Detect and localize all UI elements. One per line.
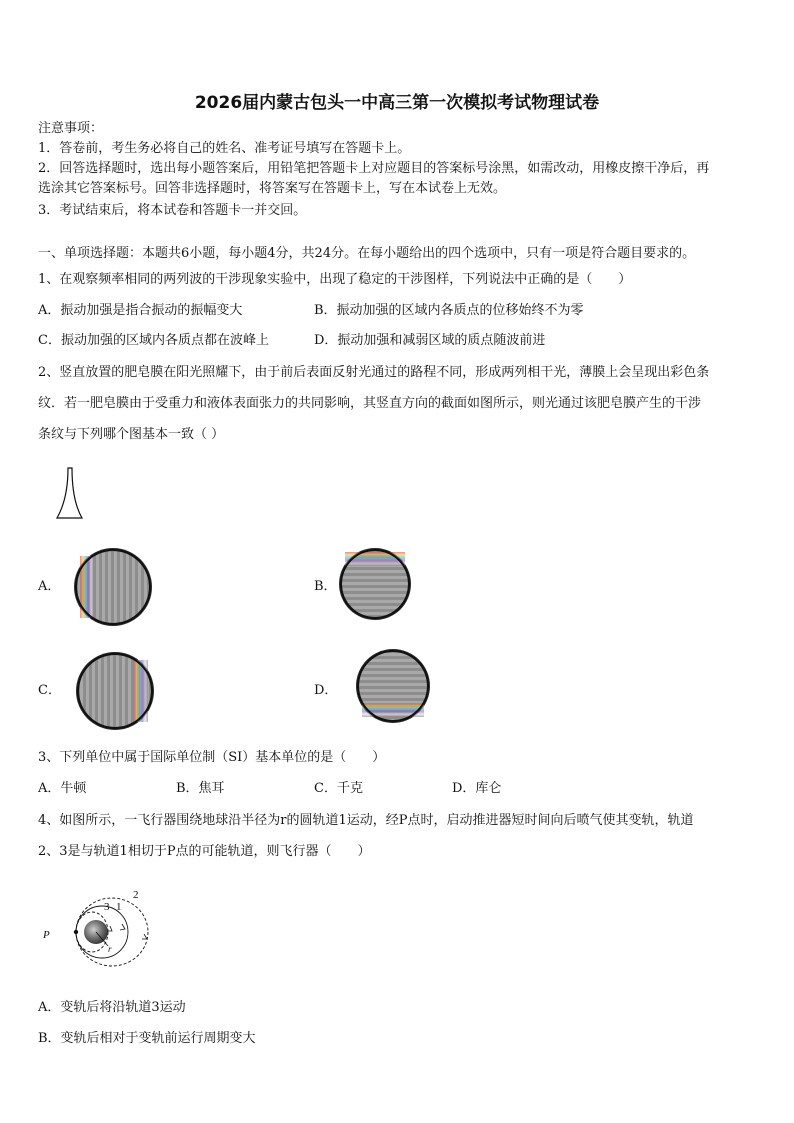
notice-item-2-cont: 选涂其它答案标号。回答非选择题时，将答案写在答题卡上，写在本试卷上无效。	[38, 181, 507, 196]
fringe-image-b	[337, 546, 413, 622]
q2-label-b: B．	[314, 579, 337, 594]
orbit-label-3: 3	[104, 901, 110, 913]
q2-label-a: A．	[38, 579, 61, 594]
q1-option-b: B．振动加强的区域内各质点的位移始终不为零	[314, 303, 584, 318]
q4-line-1: 4、如图所示，一飞行器围绕地球沿半径为r的圆轨道1运动，经P点时，启动推进器短时间向后喷气使其变轨，轨道	[38, 813, 694, 828]
notice-item-2: 2．回答选择题时，选出每小题答案后，用铅笔把答题卡上对应题目的答案标号涂黑，如需改动，用橡皮擦干净后，再	[38, 161, 710, 176]
q2-line-2: 纹．若一肥皂膜由于受重力和液体表面张力的共同影响，其竖直方向的截面如图所示，则光通过该肥皂膜产生的干涉	[38, 396, 702, 411]
q1-option-a: A．振动加强是指合振动的振幅变大	[38, 303, 243, 318]
q2-label-d: D．	[314, 683, 338, 698]
notice-item-1: 1．答卷前，考生务必将自己的姓名、准考证号填写在答题卡上。	[38, 141, 411, 156]
q3-stem: 3、下列单位中属于国际单位制（SI）基本单位的是（ ）	[38, 750, 386, 765]
q1-option-c: C．振动加强的区域内各质点都在波峰上	[38, 333, 269, 348]
fringe-image-a	[72, 546, 154, 628]
orbit-label-p: P	[43, 929, 50, 941]
q1-stem: 1、在观察频率相同的两列波的干涉现象实验中，出现了稳定的干涉图样，下列说法中正确的是（ ）	[38, 272, 632, 287]
q2-line-3: 条纹与下列哪个图基本一致（ ）	[38, 427, 225, 442]
orbit-figure	[40, 884, 160, 974]
notice-item-3: 3．考试结束后，将本试卷和答题卡一并交回。	[38, 203, 307, 218]
q3-option-b: B．焦耳	[176, 781, 225, 796]
fringe-image-d	[354, 647, 432, 725]
notice-heading: 注意事项：	[38, 121, 104, 136]
q2-label-c: C．	[38, 683, 61, 698]
orbit-label-1: 1	[116, 901, 122, 913]
fringe-image-c	[74, 650, 156, 732]
q4-option-b: B．变轨后相对于变轨前运行周期变大	[38, 1031, 256, 1046]
orbit-label-r: r	[108, 944, 112, 954]
page-title: 2026届内蒙古包头一中高三第一次模拟考试物理试卷	[194, 93, 600, 113]
q3-option-a: A．牛顿	[38, 781, 87, 796]
soap-film-cross-section-figure	[52, 466, 88, 522]
q2-line-1: 2、竖直放置的肥皂膜在阳光照耀下，由于前后表面反射光通过的路程不同，形成两列相干光，薄膜上会呈现出彩色条	[38, 365, 710, 380]
q4-line-2: 2、3是与轨道1相切于P点的可能轨道，则飞行器（ ）	[38, 844, 371, 859]
q1-option-d: D．振动加强和减弱区域的质点随波前进	[314, 333, 546, 348]
q4-option-a: A．变轨后将沿轨道3运动	[38, 1000, 186, 1015]
section-heading: 一、单项选择题：本题共6小题，每小题4分，共24分。在每小题给出的四个选项中，只有一项是符合题目要求的。	[38, 246, 696, 261]
q3-option-d: D．库仑	[452, 781, 502, 796]
orbit-label-2: 2	[133, 889, 139, 901]
q3-option-c: C．千克	[314, 781, 363, 796]
